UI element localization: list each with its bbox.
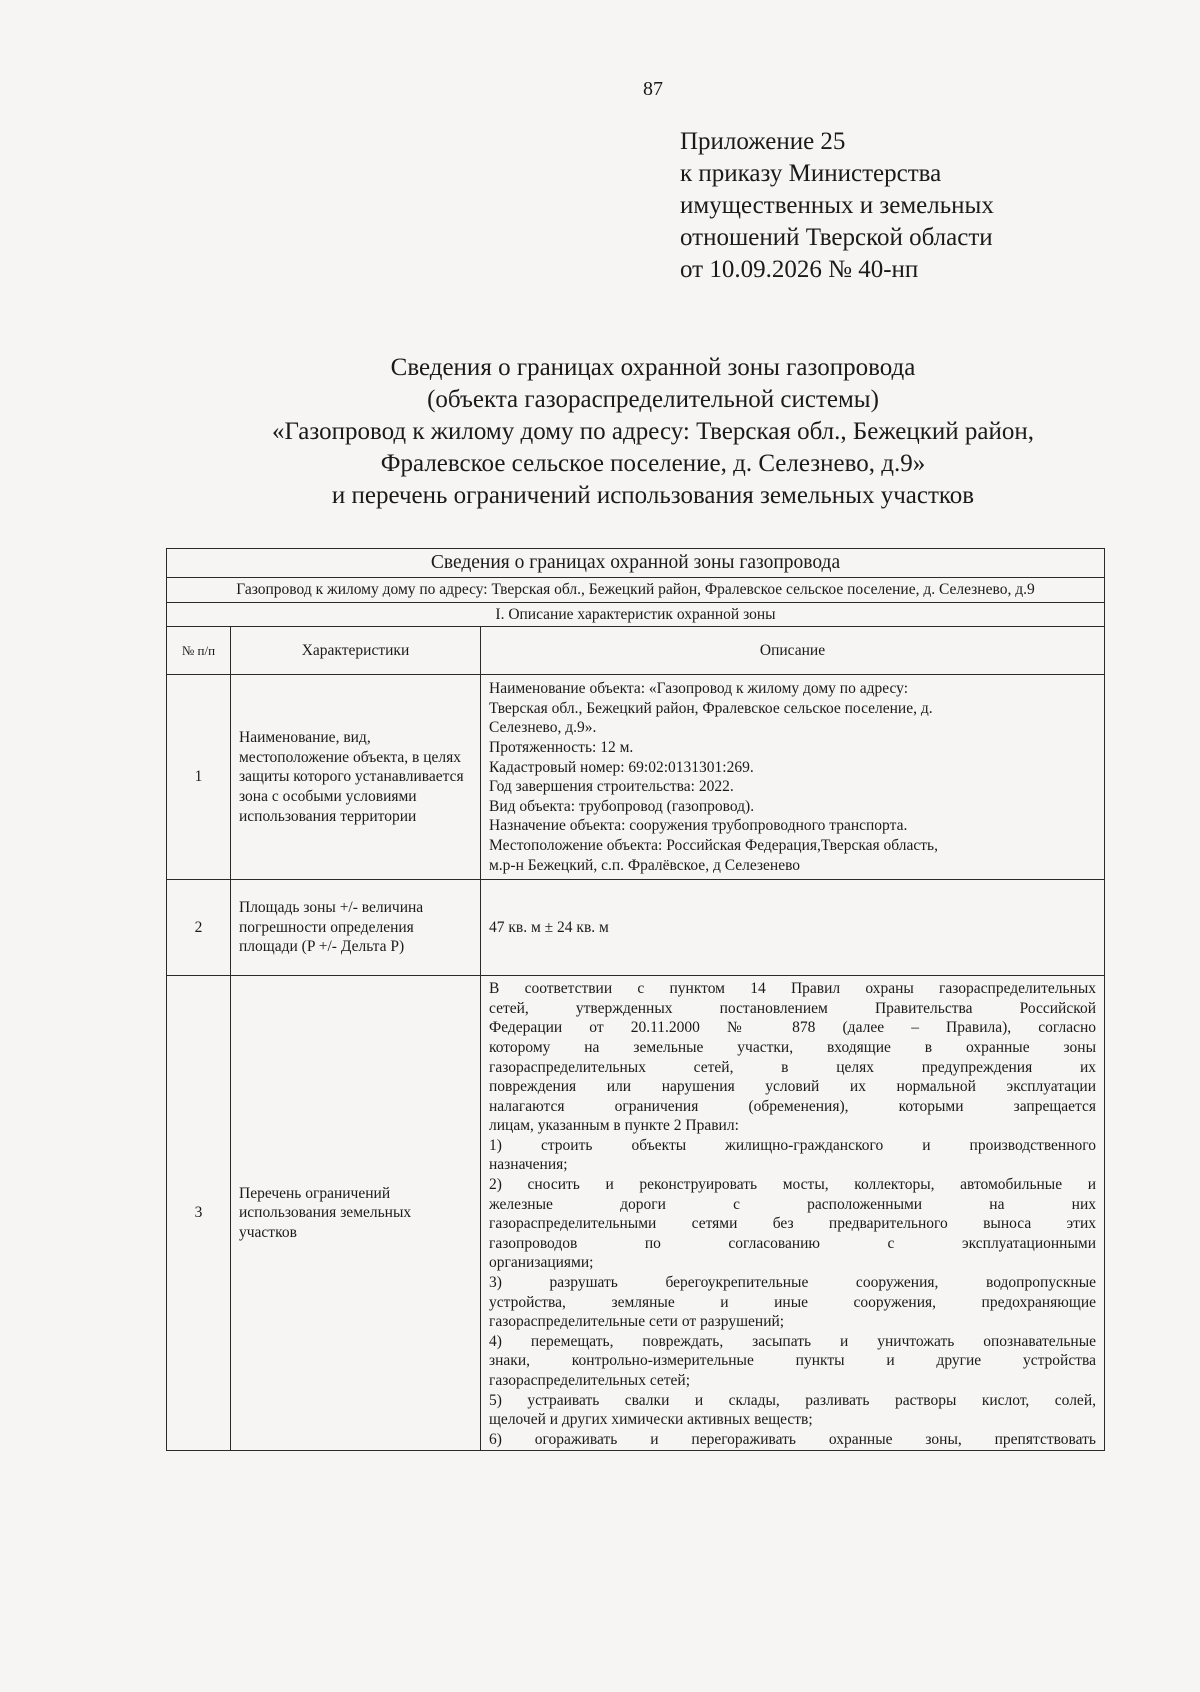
title-line: (объекта газораспределительной системы) [427,386,879,413]
description-line: Селезнево, д.9». [489,719,597,737]
description-line: налагаются ограничения (обременения), которыми запрещается [489,1097,1096,1115]
description-line: знаки, контрольно-измерительные пункты и другие устройства [489,1352,1096,1370]
appendix-block [680,126,994,286]
table-subtitle: Газопровод к жилому дому по адресу: Тверская обл., Бежецкий район, Фралевское сельское поселение, д. Селезнево, д.9 [167,578,1105,603]
description-line: щелочей и других химически активных веществ; [489,1411,813,1429]
table-row [167,675,1105,880]
protection-zone-table [166,548,1105,1451]
row-characteristic: Перечень ограничений использования земельных участков [231,976,481,1451]
title-line: Фралевское сельское поселение, д. Селезнево, д.9» [380,450,926,477]
description-line: м.р-н Бежецкий, с.п. Фралёвское, д Селезенево [489,856,801,874]
description-line: 3) разрушать берегоукрепительные сооружения, водопропускные [489,1274,1096,1292]
header-characteristics: Характеристики [231,627,481,675]
description-line: 6) огораживать и перегораживать охранные зоны, препятствовать [489,1430,1096,1448]
description-line: газораспределительными сетями без предварительного выноса этих [489,1215,1096,1233]
description-line: устройства, земляные и иные сооружения, предохраняющие [489,1293,1096,1311]
description-line: организациями; [489,1254,594,1272]
description-line: Федерации от 20.11.2000 № 878 (далее – Правила), согласно [489,1019,1096,1037]
appendix-line: отношений Тверской области [680,224,993,251]
description-line: 1) строить объекты жилищно-гражданского и производственного [489,1136,1096,1154]
description-line: Наименование объекта: «Газопровод к жилому дому по адресу: [489,680,909,698]
description-line: В соответствии с пунктом 14 Правил охраны газораспределительных [489,980,1096,998]
description-line: Кадастровый номер: 69:02:0131301:269. [489,758,754,776]
row-description: 47 кв. м ± 24 кв. м [481,880,1105,976]
row-number: 1 [167,675,231,880]
description-line: Тверская обл., Бежецкий район, Фралевское сельское поселение, д. [489,699,933,717]
description-line: газораспределительных сетей; [489,1372,691,1389]
appendix-line: имущественных и земельных [680,192,994,219]
row-characteristic: Наименование, вид, местоположение объекта, в целях защиты которого устанавливается зона с особыми условиями использования территории [231,675,481,880]
title-line: «Газопровод к жилому дому по адресу: Тверская обл., Бежецкий район, [271,418,1035,445]
description-line: газопроводов по согласованию с эксплуатационными [489,1234,1096,1252]
description-line: которому на земельные участки, входящие в охранные зоны [489,1038,1096,1056]
description-line: повреждения или нарушения условий их нормальной эксплуатации [489,1078,1096,1096]
description-line: Назначение объекта: сооружения трубопроводного транспорта. [489,817,908,835]
header-description: Описание [481,627,1105,675]
description-line: Местоположение объекта: Российская Федерация,Тверская область, [489,836,938,854]
description-line: газораспределительные сети от разрушений; [489,1313,785,1331]
appendix-line: от 10.09.2026 № 40-нп [680,256,919,283]
header-num: № п/п [167,627,231,675]
table-row [167,976,1105,1451]
description-line: Протяженность: 12 м. [489,738,634,756]
row-number: 2 [167,880,231,976]
title-line: и перечень ограничений использования земельных участков [331,482,975,509]
row-characteristic: Площадь зоны +/- величина погрешности определения площади (P +/- Дельта P) [231,880,481,976]
description-line: Вид объекта: трубопровод (газопровод). [489,797,755,815]
row-description [481,976,1105,1451]
description-line: газораспределительных сетей, в целях предупреждения их [489,1058,1096,1076]
row-description [481,675,1105,880]
table-title: Сведения о границах охранной зоны газопровода [167,549,1105,578]
document-title [150,352,1156,512]
appendix-line: к приказу Министерства [680,160,942,187]
description-line: 2) сносить и реконструировать мосты, коллекторы, автомобильные и [489,1176,1096,1194]
description-line: назначения; [489,1156,568,1174]
description-line: Год завершения строительства: 2022. [489,778,734,796]
description-line: 5) устраивать свалки и склады, разливать растворы кислот, солей, [489,1391,1096,1409]
description-line: лицам, указанным в пункте 2 Правил: [489,1117,739,1135]
description-line: железные дороги с расположенными на них [489,1195,1096,1213]
title-line: Сведения о границах охранной зоны газопровода [390,354,916,381]
appendix-line: Приложение 25 [680,128,846,155]
section-heading: I. Описание характеристик охранной зоны [167,602,1105,627]
description-line: сетей, утвержденных постановлением Правительства Российской [489,999,1096,1017]
page-number: 87 [643,78,663,100]
row-number: 3 [167,976,231,1451]
description-line: 4) перемещать, повреждать, засыпать и уничтожать опознавательные [489,1332,1096,1350]
table-row [167,880,1105,976]
